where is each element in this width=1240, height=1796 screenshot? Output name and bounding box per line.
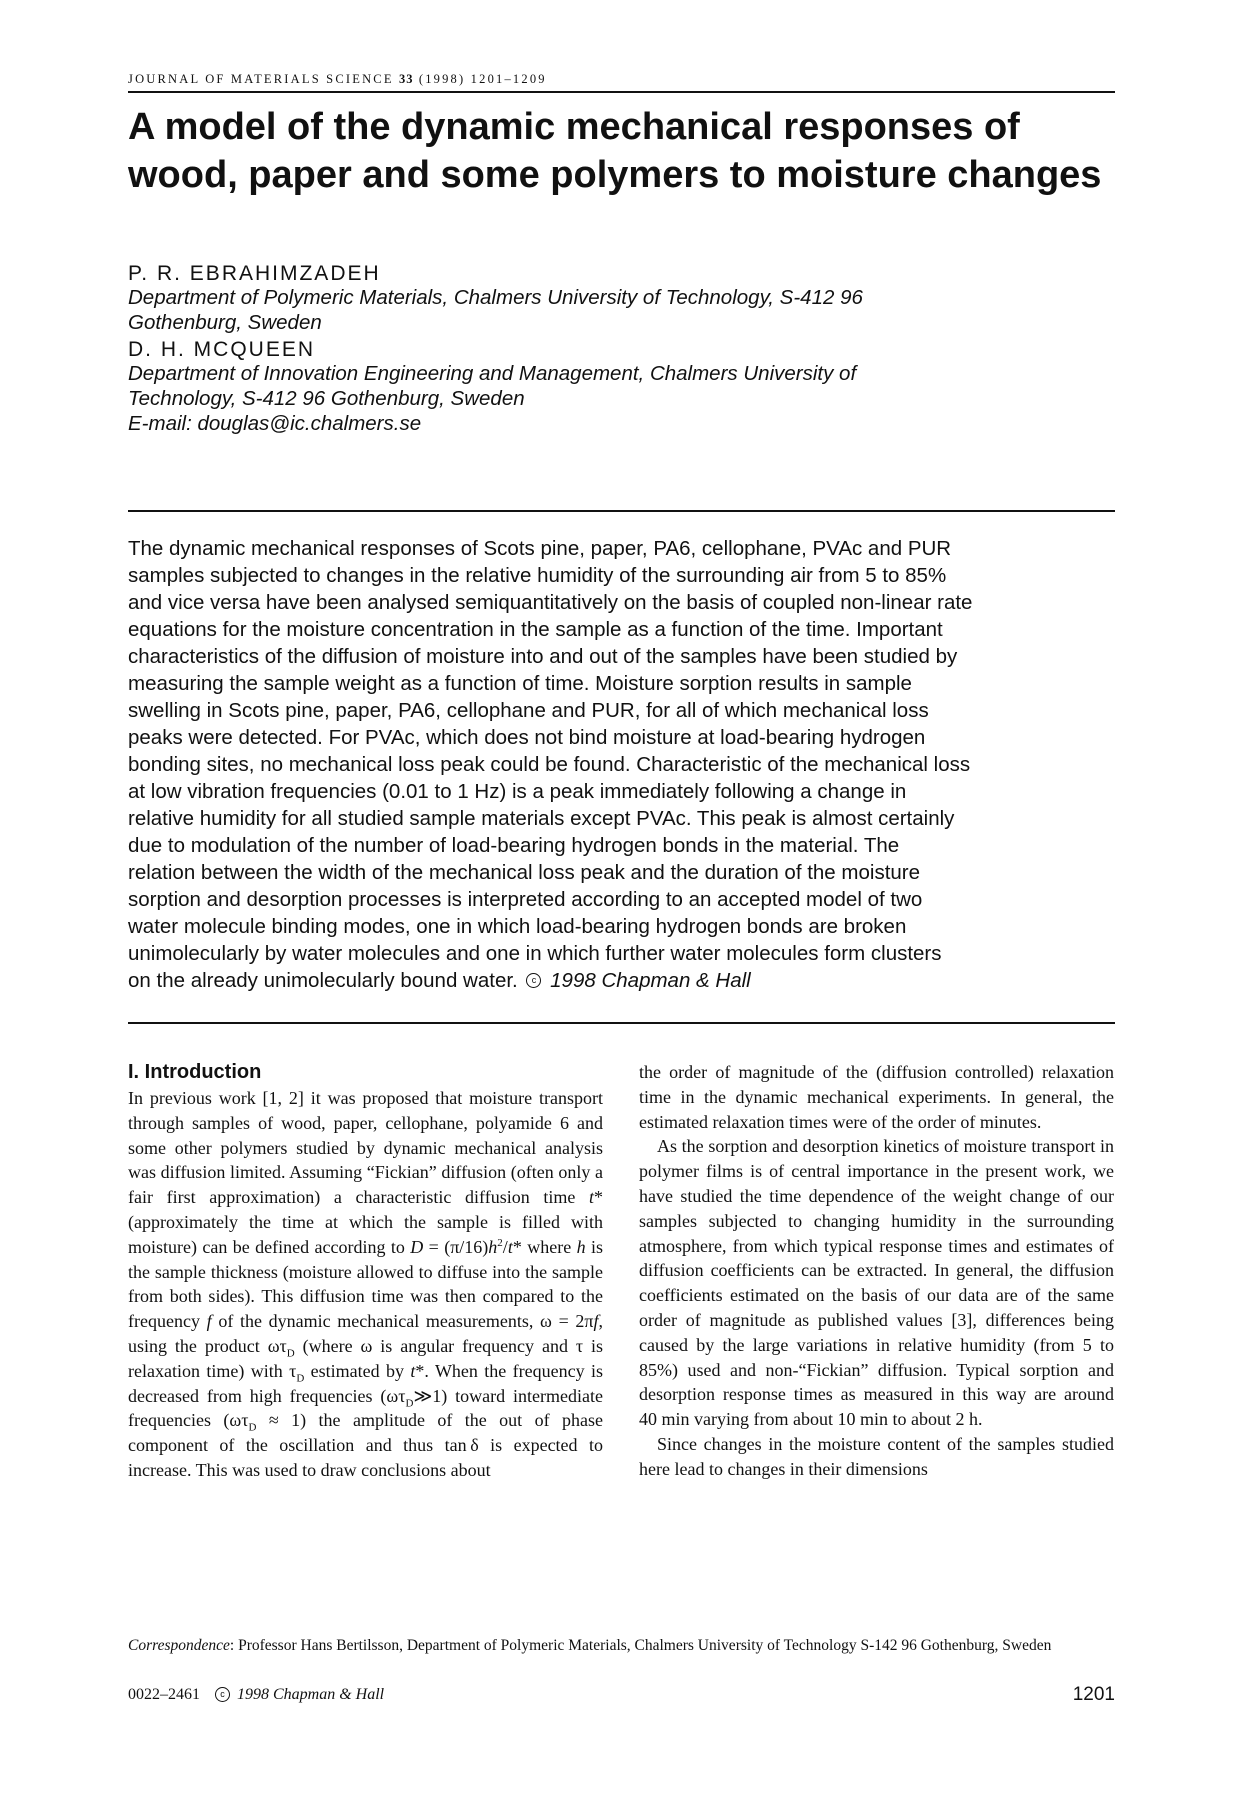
page-range: (1998) 1201–1209 [418,72,547,86]
body-paragraph: the order of magnitude of the (diffusion controlled) relaxation time in the dynamic mechanical experiments. In general, the estimated relaxation times were of the order of minutes. [639,1062,1114,1132]
abstract-line: samples subjected to changes in the relative humidity of the surrounding air from 5 to 85% [128,564,947,587]
footnote-text: : Professor Hans Bertilsson, Department of Polymeric Materials, Chalmers University of Technology S-142 96 Gothenburg, Sweden [229,1637,1052,1654]
copyright-icon: c [526,973,541,988]
author-affiliation [128,361,1115,436]
affiliation-line: Department of Innovation Engineering and Management, Chalmers University of [128,362,857,385]
page-number: 1201 [1072,1684,1115,1705]
abstract [128,535,1115,994]
abstract-copyright: 1998 Chapman & Hall [550,969,751,992]
right-column [639,1060,1114,1482]
issn-code: 0022–2461 [128,1686,200,1703]
footer-copyright: 1998 Chapman & Hall [237,1686,385,1703]
body-paragraph: In previous work [1, 2] it was proposed that moisture transport through samples of wood, paper, cellophane, polyamide 6 and some other polymers studied by dynamic mechanical analysis was diffusion limited. Assuming “Fickian” diffusion (often only a fair first approximation) a characteristic diffusion time t* (approximately the time at which the sample is filled with moisture) can be defined according to $D = (\pi/16)h^2/t*$ where h is the sample thickness (moisture allowed to diffuse into the sample from both sides). This diffusion time was then compared to the frequency f of the dynamic mechanical measurements, ω = 2πf, using the product $\omega\tau_D$ (where ω is angular frequency and τ is relaxation time) with $\tau_D$ estimated by t*. When the frequency is decreased from high frequencies $(\omega\tau_D≫1)$ toward intermediate frequencies $(\omega\tau_D \approx 1)$ the amplitude of the out of phase component of the oscillation and thus tan δ is expected to increase. This was used to draw conclusions about [128,1088,604,1480]
abstract-line: relation between the width of the mechanical loss peak and the duration of the moisture [128,861,921,884]
abstract-top-rule [128,510,1115,512]
abstract-line: characteristics of the diffusion of moisture into and out of the samples have been studied by [128,645,958,668]
abstract-line: at low vibration frequencies (0.01 to 1 Hz) is a peak immediately following a change in [128,780,907,803]
footer-code-line [128,1686,384,1704]
abstract-line: sorption and desorption processes is interpreted according to an accepted model of two [128,888,923,911]
author-name: D. H. MCQUEEN [128,338,316,361]
running-head [128,72,547,87]
article-title: A model of the dynamic mechanical responses of wood, paper and some polymers to moisture changes [128,106,1102,196]
abstract-line-last [128,967,1115,994]
volume-number: 33 [399,72,414,86]
abstract-line: swelling in Scots pine, paper, PA6, cellophane and PUR, for all of which mechanical loss [128,699,929,722]
abstract-line: due to modulation of the number of load-bearing hydrogen bonds in the material. The [128,834,900,857]
body-paragraph: As the sorption and desorption kinetics of moisture transport in polymer films is of central importance in the present work, we have studied the time dependence of the weight change of our samples subjected to changing humidity in the surrounding atmosphere, from which typical response times and estimates of diffusion coefficients can be extracted. In general, the diffusion coefficients estimated on the basis of our data are of the same order of magnitude as published values [3], differences being caused by the large variations in relative humidity (from 5 to 85%) used and non-“Fickian” diffusion. Typical sorption and desorption response times as measured in this way are around 40 min varying from about 10 min to about 2 h. [639,1136,1114,1430]
abstract-line: peaks were detected. For PVAc, which does not bind moisture at load-bearing hydrogen [128,726,926,749]
author-affiliation [128,285,1115,335]
affiliation-line: Gothenburg, Sweden [128,311,322,334]
abstract-line: equations for the moisture concentration in the sample as a function of the time. Important [128,618,943,641]
abstract-line: relative humidity for all studied sample materials except PVAc. This peak is almost certainly [128,807,955,830]
affiliation-line: Technology, S-412 96 Gothenburg, Sweden [128,387,525,410]
journal-name: JOURNAL OF MATERIALS SCIENCE [128,72,394,86]
header-rule [128,91,1115,93]
abstract-line: unimolecularly by water molecules and one in which further water molecules form clusters [128,942,942,965]
abstract-line: and vice versa have been analysed semiquantitatively on the basis of coupled non-linear rate [128,591,973,614]
copyright-icon: c [215,1687,230,1702]
abstract-line: measuring the sample weight as a function of time. Moisture sorption results in sample [128,672,912,695]
abstract-line: The dynamic mechanical responses of Scots pine, paper, PA6, cellophane, PVAc and PUR [128,537,952,560]
author-name: P. R. EBRAHIMZADEH [128,262,381,285]
correspondence-footnote [128,1636,1115,1656]
affiliation-line: Department of Polymeric Materials, Chalmers University of Technology, S-412 96 [128,286,863,309]
abstract-bottom-rule [128,1022,1115,1024]
abstract-line: on the already unimolecularly bound water. [128,969,518,992]
footnote-label: Correspondence [128,1637,230,1654]
section-heading: I. Introduction [128,1061,262,1083]
body-paragraph: Since changes in the moisture content of the samples studied here lead to changes in their dimensions [639,1433,1114,1479]
article-page [128,0,1115,1796]
left-column [128,1060,603,1483]
email-line: E-mail: douglas@ic.chalmers.se [128,412,422,435]
abstract-line: bonding sites, no mechanical loss peak could be found. Characteristic of the mechanical loss [128,753,971,776]
abstract-line: water molecule binding modes, one in which load-bearing hydrogen bonds are broken [128,915,907,938]
